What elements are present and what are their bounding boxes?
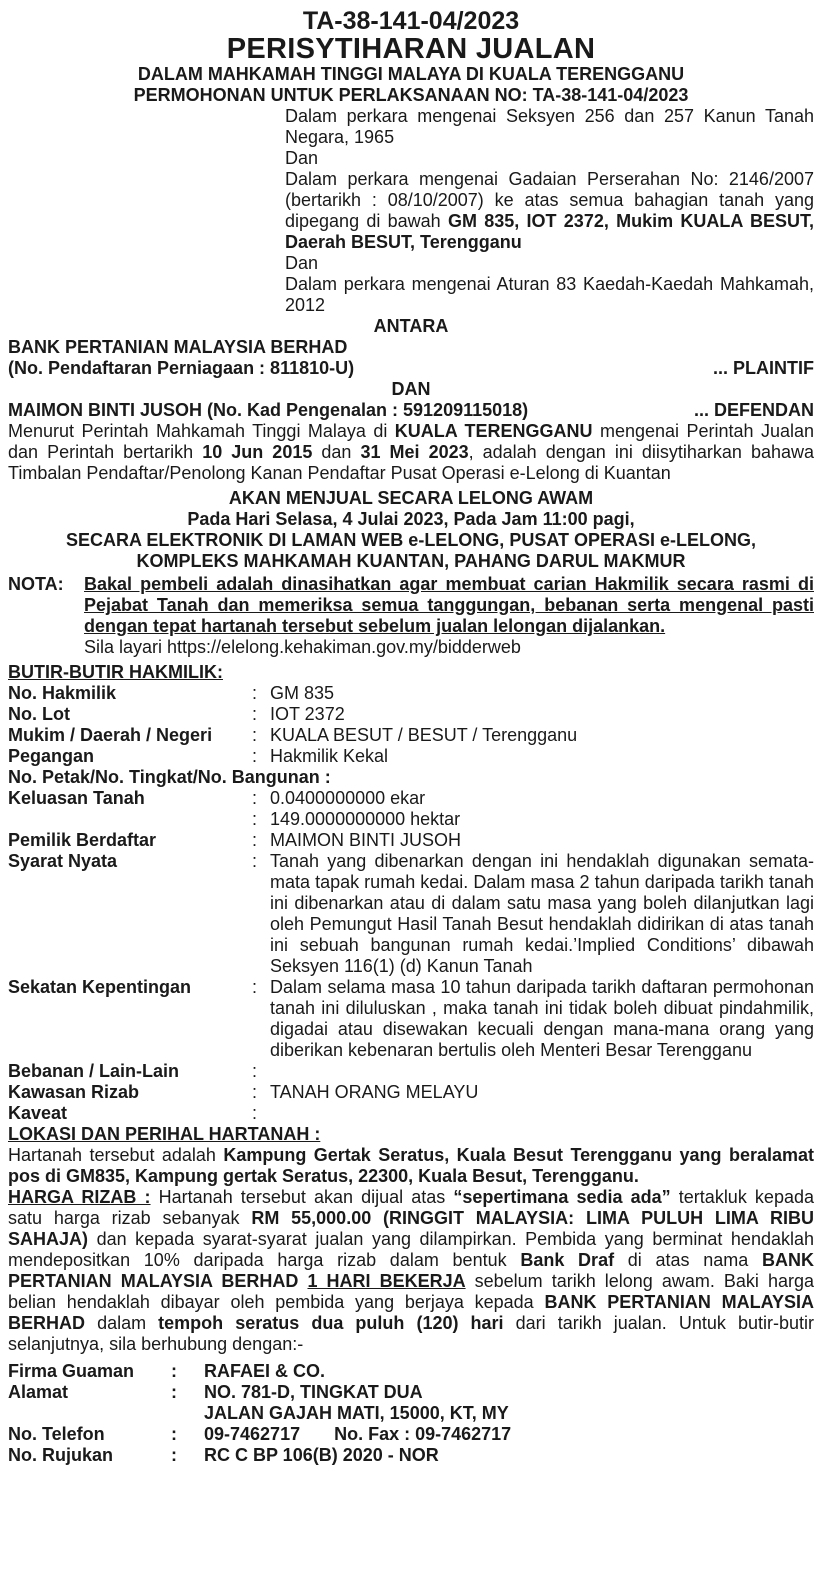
detail-row-pemilik: Pemilik Berdaftar : MAIMON BINTI JUSOH	[8, 830, 462, 850]
dan-heading: DAN	[391, 379, 431, 399]
plaintiff-role: ... PLAINTIF	[713, 358, 814, 378]
reserve-price-paragraph: HARGA RIZAB : Hartanah tersebut akan dijual atas “sepertimana sedia ada” tertakluk kepada satu harga rizab sebanyak RM 55,000.00 (RINGGIT MALAYSIA: LIMA PULUH LIMA RIBU SAHAJA) dan kepada syarat-syarat jualan yang dilampirkan. Pembida yang berminat hendaklah mendepositkan 10% daripada harga rizab dalam bentuk Bank Draf di atas nama BANK PERTANIAN MALAYSIA BERHAD 1 HARI BEKERJA sebelum tarikh lelong awam. Baki harga belian hendaklah dibayar oleh pembida yang berjaya kepada BANK PERTANIAN MALAYSIA BERHAD dalam tempoh seratus dua puluh (120) hari dari tarikh jualan. Untuk butir-butir selanjutnya, sila berhubung dengan:-	[8, 1187, 815, 1354]
detail-row-bebanan: Bebanan / Lain-Lain :	[8, 1061, 258, 1081]
auction-venue-1: SECARA ELEKTRONIK DI LAMAN WEB e-LELONG, PUSAT OPERASI e-LELONG,	[65, 530, 757, 550]
sale-proclamation-notice	[8, 0, 814, 1466]
firm-row-address-2: JALAN GAJAH MATI, 15000, KT, MY	[204, 1403, 509, 1423]
in-respect-court-rules: Dalam perkara mengenai Aturan 83 Kaedah-Kaedah Mahkamah, 2012	[285, 274, 814, 315]
location-heading: LOKASI DAN PERIHAL HARTANAH :	[8, 1124, 321, 1144]
firm-row-reference: No. Rujukan : RC C BP 106(B) 2020 - NOR	[8, 1445, 439, 1465]
case-number: TA-38-141-04/2023	[302, 7, 520, 35]
court-order-paragraph: Menurut Perintah Mahkamah Tinggi Malaya di KUALA TERENGGANU mengenai Perintah Jualan dan Perintah bertarikh 10 Jun 2015 dan 31 Mei 2023, adalah dengan ini diisytiharkan bahawa Timbalan Pendaftar/Penolong Kanan Pendaftar Pusat Operasi e-Lelong di Kuantan	[8, 421, 815, 483]
in-respect-of-block	[285, 106, 814, 316]
dan-connector: Dan	[285, 253, 319, 273]
detail-row-no-hakmilik: No. Hakmilik : GM 835	[8, 683, 335, 703]
plaintiff-name: BANK PERTANIAN MALAYSIA BERHAD	[8, 337, 348, 357]
firm-row-name: Firma Guaman : RAFAEI & CO.	[8, 1361, 326, 1381]
court-name: DALAM MAHKAMAH TINGGI MALAYA DI KUALA TERENGGANU	[137, 64, 685, 84]
law-firm-block	[8, 1361, 814, 1466]
firm-row-phone: No. Telefon : 09-7462717 No. Fax : 09-7462717	[8, 1424, 512, 1444]
defendant-name: MAIMON BINTI JUSOH (No. Kad Pengenalan : 591209115018)	[8, 400, 529, 420]
firm-row-address: Alamat : NO. 781-D, TINGKAT DUA	[8, 1382, 423, 1402]
nota-block	[8, 574, 814, 658]
detail-row-keluasan-hektar: : 149.0000000000 hektar	[252, 809, 461, 829]
dan-connector: Dan	[285, 148, 319, 168]
reserve-price-heading: HARGA RIZAB :	[8, 1187, 151, 1207]
detail-row-mukim: Mukim / Daerah / Negeri : KUALA BESUT / BESUT / Terengganu	[8, 725, 578, 745]
auction-venue-2: KOMPLEKS MAHKAMAH KUANTAN, PAHANG DARUL MAKMUR	[136, 551, 686, 571]
nota-text: Bakal pembeli adalah dinasihatkan agar membuat carian Hakmilik secara rasmi di Pejabat Tanah dan memeriksa semua tanggungan, bebanan serta mengenal pasti dengan tepat hartanah tersebut sebelum jualan lelongan dijalankan.	[84, 574, 814, 636]
fax-number: No. Fax : 09-7462717	[334, 1424, 512, 1444]
bidder-web-link[interactable]: Sila layari https://elelong.kehakiman.gov.my/bidderweb	[84, 637, 521, 657]
detail-row-petak: No. Petak/No. Tingkat/No. Bangunan :	[8, 767, 331, 787]
detail-row-kaveat: Kaveat :	[8, 1103, 258, 1123]
phone-number: 09-7462717	[204, 1424, 301, 1444]
title-details-heading: BUTIR-BUTIR HAKMILIK:	[8, 662, 223, 682]
detail-row-keluasan: Keluasan Tanah : 0.0400000000 ekar	[8, 788, 426, 808]
defendant-line	[8, 400, 814, 421]
notice-title: PERISYTIHARAN JUALAN	[226, 33, 596, 65]
location-paragraph: Hartanah tersebut adalah Kampung Gertak Seratus, Kuala Besut Terengganu yang beralamat pos di GM835, Kampung gertak Seratus, 22300, Kuala Besut, Terengganu.	[8, 1145, 814, 1186]
plaintiff-line	[8, 358, 814, 379]
detail-row-pegangan: Pegangan : Hakmilik Kekal	[8, 746, 389, 766]
antara-heading: ANTARA	[373, 316, 449, 336]
defendant-role: ... DEFENDAN	[693, 400, 814, 420]
plaintiff-registration: (No. Pendaftaran Perniagaan : 811810-U)	[8, 358, 355, 378]
detail-row-syarat: Syarat Nyata : Tanah yang dibenarkan dengan ini hendaklah digunakan semata-mata tapak rumah kedai. Dalam masa 2 tahun daripada tarikh tanah ini dibenarkan atau di dalam satu masa yang boleh dilanjutkan lagi oleh Pemungut Hasil Tanah Besut hendaklah didirikan di atas tanah ini sebuah bangunan rumah kedai.’Implied Conditions’ dibawah Seksyen 116(1) (d) Kanun Tanah	[8, 851, 814, 976]
detail-row-kawasan-rizab: Kawasan Rizab : TANAH ORANG MELAYU	[8, 1082, 479, 1102]
in-respect-land-code: Dalam perkara mengenai Seksyen 256 dan 257 Kanun Tanah Negara, 1965	[285, 106, 814, 147]
detail-row-no-lot: No. Lot : IOT 2372	[8, 704, 345, 724]
application-number: PERMOHONAN UNTUK PERLAKSANAAN NO: TA-38-141-04/2023	[133, 85, 689, 105]
nota-label: NOTA:	[8, 574, 64, 594]
in-respect-charge: Dalam perkara mengenai Gadaian Perserahan No: 2146/2007 (bertarikh : 08/10/2007) ke atas semua bahagian tanah yang dipegang di bawah GM 835, IOT 2372, Mukim KUALA BESUT, Daerah BESUT, Terengganu	[285, 169, 814, 252]
auction-date: Pada Hari Selasa, 4 Julai 2023, Pada Jam 11:00 pagi,	[187, 509, 635, 529]
auction-line-1: AKAN MENJUAL SECARA LELONG AWAM	[228, 488, 594, 508]
detail-row-sekatan: Sekatan Kepentingan : Dalam selama masa 10 tahun daripada tarikh daftaran permohonan tanah ini diluluskan , maka tanah ini tidak boleh dibuat pindahmilik, digadai atau disewakan kecuali dengan mana-mana orang yang diberikan kebenaran bertulis oleh Menteri Besar Terengganu	[8, 977, 814, 1060]
auction-announcement	[8, 488, 814, 572]
